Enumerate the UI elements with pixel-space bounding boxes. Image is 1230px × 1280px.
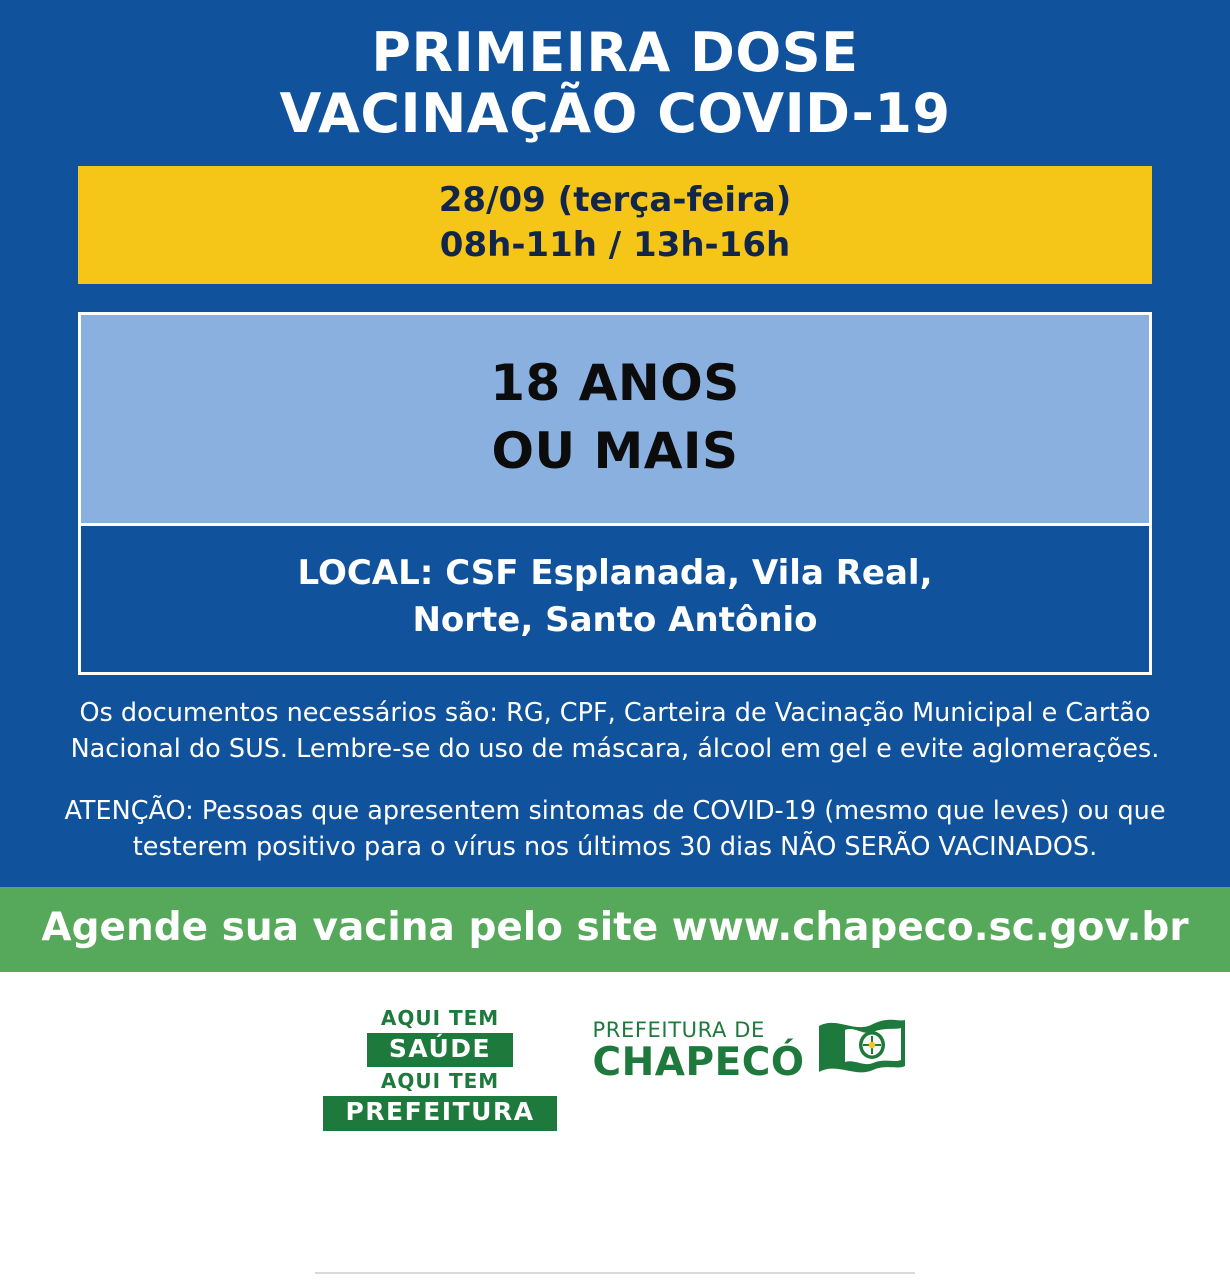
audience-line-2: OU MAIS xyxy=(491,421,739,480)
saude-chip: SAÚDE xyxy=(367,1033,513,1067)
aqui-tem-line-1: AQUI TEM xyxy=(380,1006,500,1031)
chapeco-label: CHAPECÓ xyxy=(592,1040,805,1086)
location-block xyxy=(81,523,1149,672)
prefeitura-chip: PREFEITURA xyxy=(323,1096,556,1130)
date-line: 28/09 (terça-feira) xyxy=(438,180,792,221)
footer-logos xyxy=(0,972,1230,1280)
call-to-action-band xyxy=(0,887,1230,972)
time-line: 08h-11h / 13h-16h xyxy=(439,224,791,265)
location-line-1: LOCAL: CSF Esplanada, Vila Real, xyxy=(297,552,933,593)
title-line-1: PRIMEIRA DOSE xyxy=(371,21,859,84)
title-line-2: VACINAÇÃO COVID-19 xyxy=(279,82,951,146)
footer-divider xyxy=(315,1272,915,1274)
date-band xyxy=(78,166,1152,284)
chapeco-flag-icon xyxy=(815,1016,907,1086)
prefeitura-de-label: PREFEITURA DE xyxy=(592,1018,765,1043)
aqui-tem-saude-logo xyxy=(323,1008,556,1131)
poster-title xyxy=(0,0,1230,154)
call-to-action-text: Agende sua vacina pelo site www.chapeco.sc.gov.br xyxy=(41,905,1189,951)
audience-line-1: 18 ANOS xyxy=(490,353,740,412)
attention-note: ATENÇÃO: Pessoas que apresentem sintomas de COVID-19 (mesmo que leves) ou que testerem positivo para o vírus nos últimos 30 dias NÃO SERÃO VACINADOS. xyxy=(64,796,1166,863)
aqui-tem-line-2: AQUI TEM xyxy=(380,1069,500,1094)
location-line-2: Norte, Santo Antônio xyxy=(412,599,818,640)
notes-section xyxy=(60,695,1170,866)
prefeitura-logo-text xyxy=(592,1018,805,1086)
audience-box xyxy=(78,312,1152,675)
documents-note: Os documentos necessários são: RG, CPF, Carteira de Vacinação Municipal e Cartão Nacional do SUS. Lembre-se do uso de máscara, álcool em gel e evite aglomerações. xyxy=(70,697,1160,764)
prefeitura-chapeco-logo xyxy=(593,1008,907,1086)
audience-age-block xyxy=(81,315,1149,523)
